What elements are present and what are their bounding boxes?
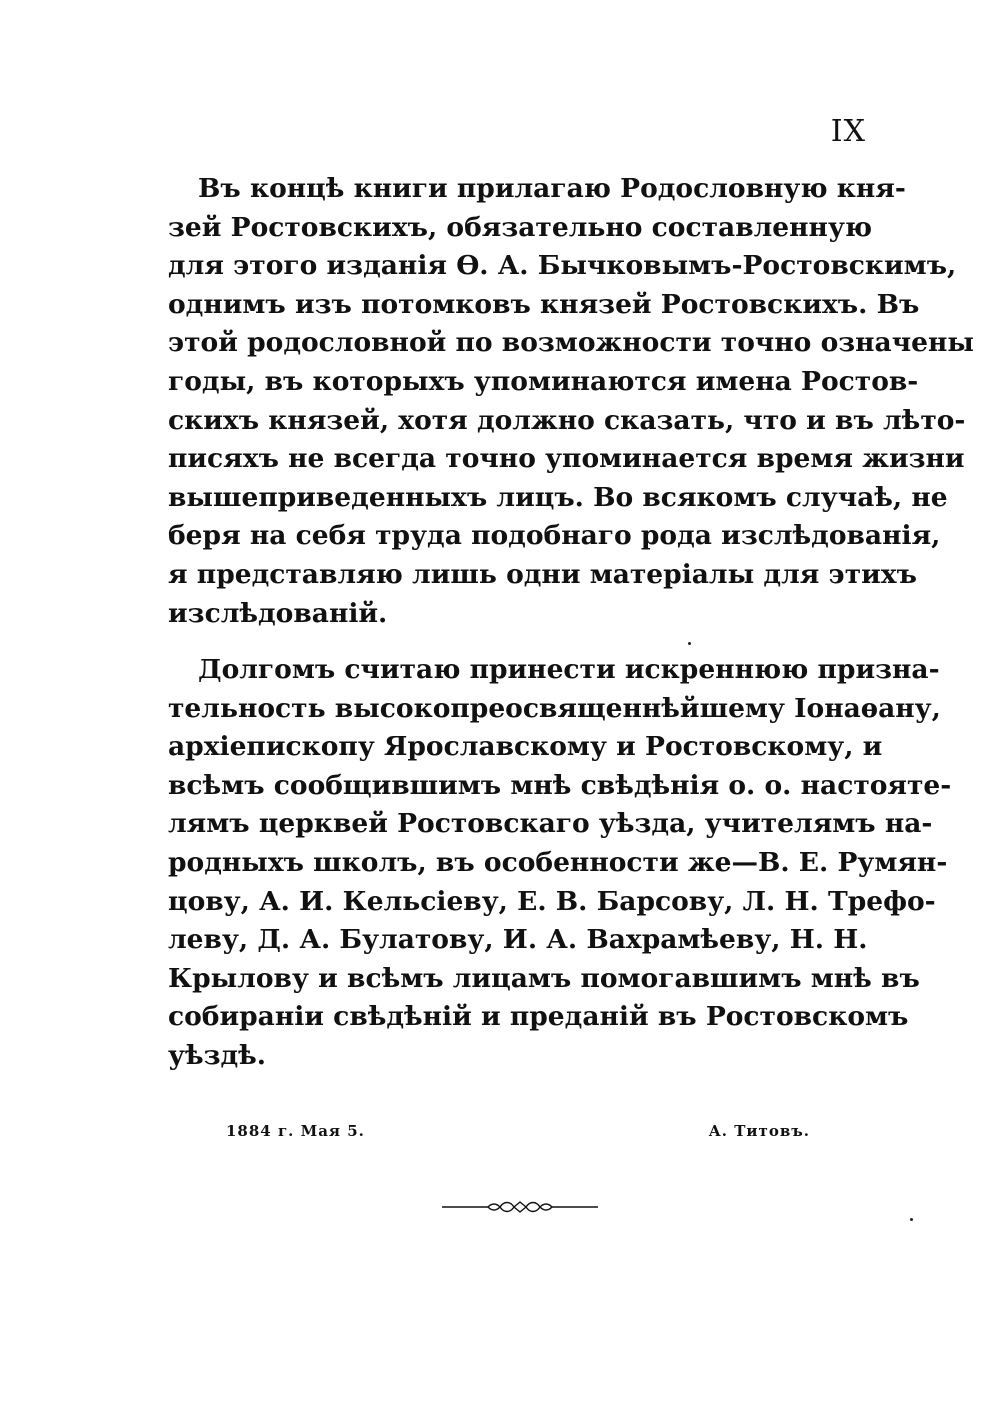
text-line: всѣмъ сообщившимъ мнѣ свѣдѣнія о. о. настояте- xyxy=(168,769,952,801)
paragraph-acknowledgements xyxy=(168,651,952,1076)
text-line: для этого изданія Ѳ. А. Бычковымъ-Ростовскимъ, xyxy=(168,250,957,282)
text-line: вышеприведенныхъ лицъ. Во всякомъ случаѣ, не xyxy=(168,481,948,513)
text-line: уѣздѣ. xyxy=(168,1039,267,1071)
page-number: IX xyxy=(830,114,866,149)
text-line: годы, въ которыхъ упоминаются имена Ростов- xyxy=(168,365,919,397)
text-line: Въ концѣ книги прилагаю Родословную кня- xyxy=(198,173,906,204)
print-speck xyxy=(910,1218,913,1221)
text-line: изслѣдованій. xyxy=(168,597,388,629)
text-line: Долгомъ считаю принести искреннюю призна- xyxy=(198,654,940,685)
text-line: писяхъ не всегда точно упоминается время жизни xyxy=(168,443,965,475)
text-line: леву, Д. А. Булатову, И. А. Вахрамѣеву, Н. Н. xyxy=(168,924,868,956)
text-line: тельность высокопреосвященнѣйшему Іонаѳану, xyxy=(168,692,941,724)
text-line: этой родословной по возможности точно означены xyxy=(168,327,974,359)
print-speck xyxy=(688,642,691,645)
text-line: зей Ростовскихъ, обязательно составленную xyxy=(168,211,873,243)
text-line: Крылову и всѣмъ лицамъ помогавшимъ мнѣ въ xyxy=(168,962,920,994)
text-line: скихъ князей, хотя должно сказать, что и въ лѣто- xyxy=(168,404,966,436)
text-line: однимъ изъ потомковъ князей Ростовскихъ. Въ xyxy=(168,288,920,320)
text-line: цову, А. И. Кельсіеву, Е. В. Барсову, Л. Н. Трефо- xyxy=(168,885,936,917)
text-line: собираніи свѣдѣній и преданій въ Ростовскомъ xyxy=(168,1001,909,1033)
text-line: родныхъ школъ, въ особенности же—В. Е. Румян- xyxy=(168,846,948,878)
text-line: архіепископу Ярославскому и Ростовскому, и xyxy=(168,731,883,763)
text-line: я представляю лишь одни матеріалы для этихъ xyxy=(168,558,917,590)
ornamental-divider-icon xyxy=(440,1195,600,1219)
text-line: лямъ церквей Ростовскаго уѣзда, учителямъ на- xyxy=(168,808,933,840)
paragraph-genealogy xyxy=(168,170,974,633)
signature-author: А. Титовъ. xyxy=(708,1122,810,1140)
signature-date: 1884 г. Мая 5. xyxy=(226,1122,365,1140)
text-line: беря на себя труда подобнаго рода изслѣдованія, xyxy=(168,520,941,552)
